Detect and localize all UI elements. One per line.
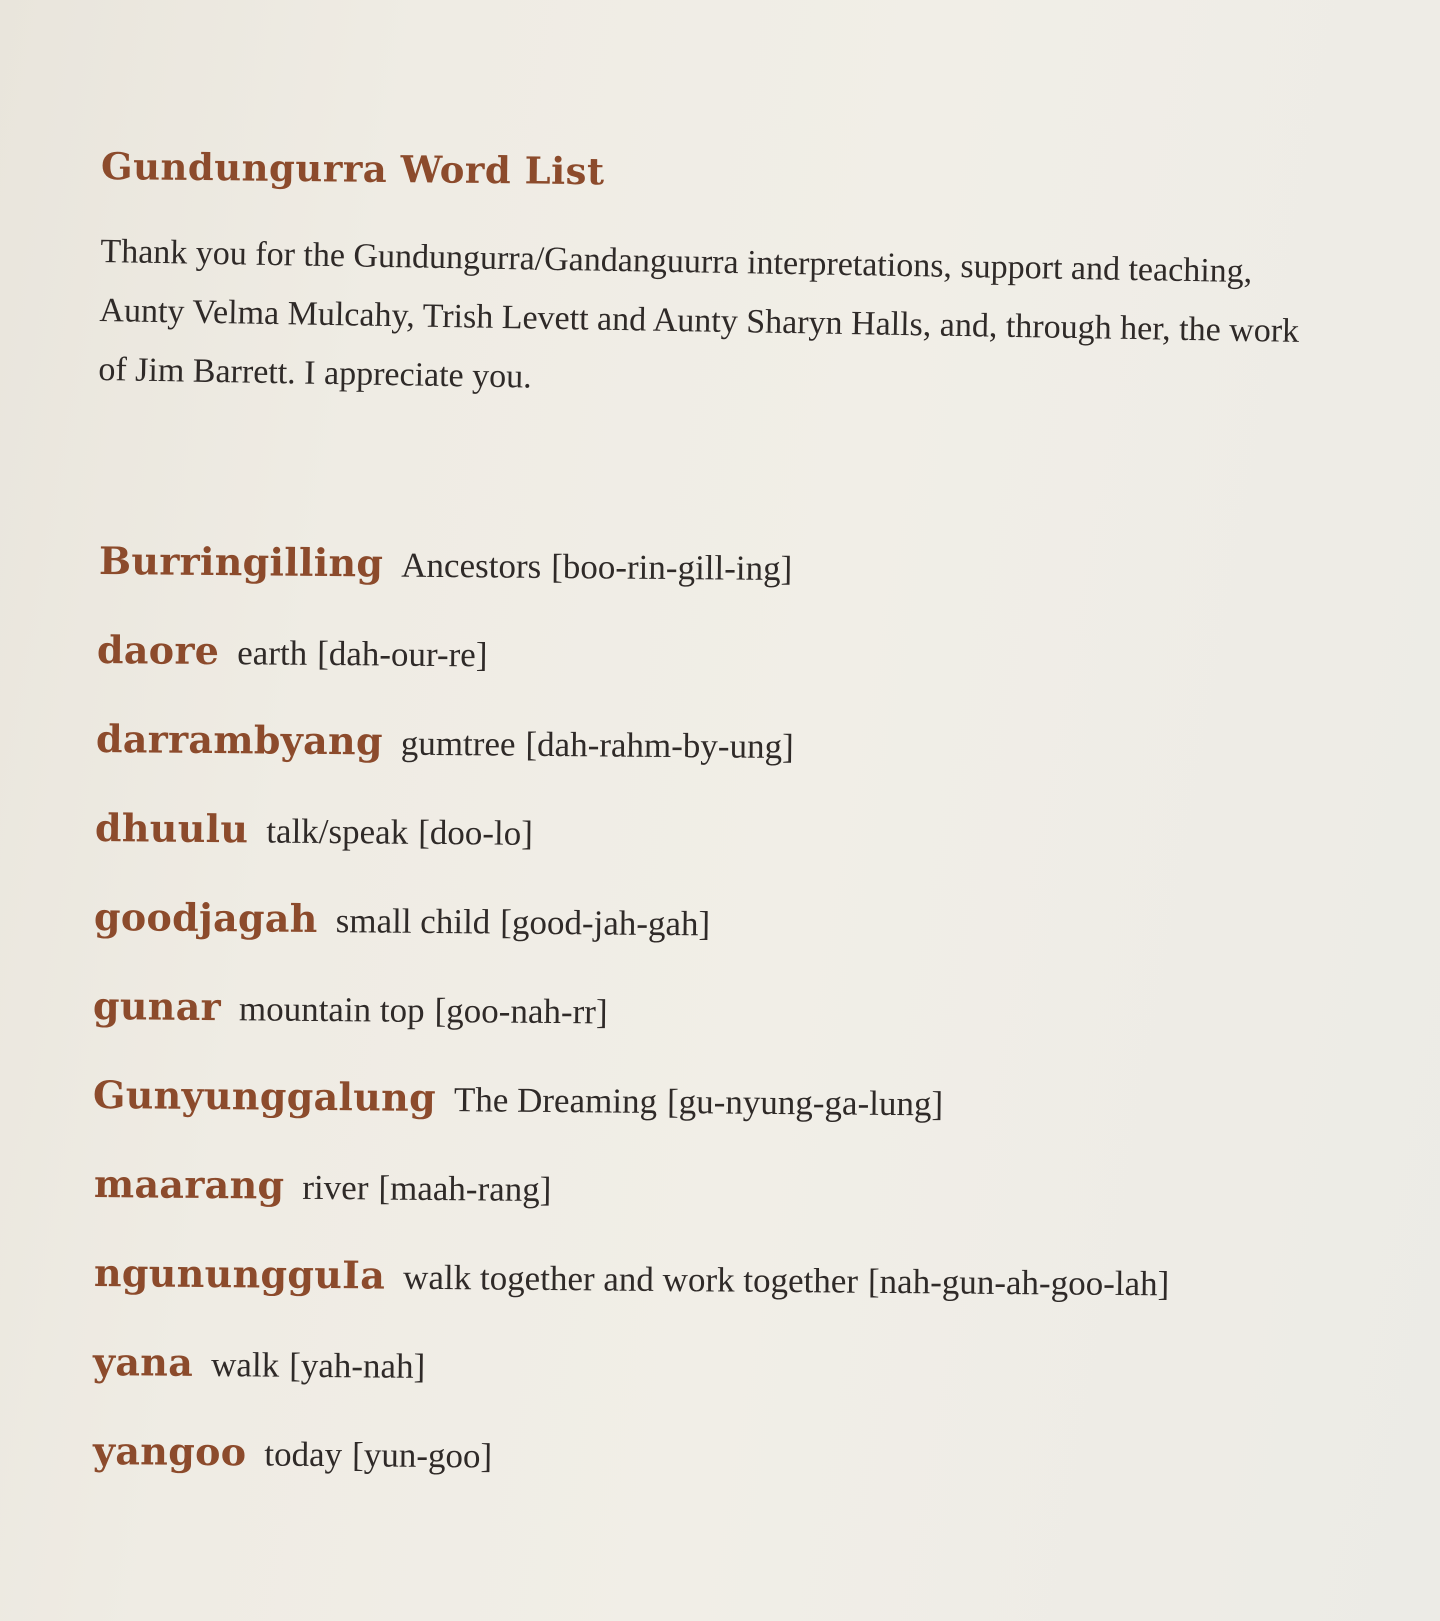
word-meaning: The Dreaming [453, 1080, 658, 1121]
word-pronunciation: [good-jah-gah] [500, 902, 711, 944]
word-pronunciation: [boo-rin-gill-ing] [551, 546, 793, 589]
word-term: Gunyunggalung [92, 1072, 437, 1120]
word-entry [94, 1250, 1170, 1304]
word-term: Burringilling [98, 538, 384, 586]
word-meaning: today [264, 1434, 343, 1475]
word-meaning: talk/speak [266, 811, 409, 852]
word-meaning: gumtree [400, 723, 516, 764]
word-entry [94, 1161, 552, 1210]
word-term: yangoo [92, 1428, 247, 1475]
word-entry [99, 538, 793, 589]
word-pronunciation: [yah-nah] [289, 1345, 426, 1386]
word-pronunciation: [maah-rang] [378, 1168, 552, 1209]
word-entry [93, 983, 608, 1032]
word-meaning: Ancestors [401, 545, 542, 586]
word-term: darrambyang [95, 716, 384, 764]
page-title: Gundungurra Word List [100, 144, 605, 194]
word-term: dhuulu [94, 805, 249, 852]
word-pronunciation: [yun-goo] [351, 1435, 493, 1476]
word-meaning: earth [237, 633, 308, 673]
word-pronunciation: [dah-our-re] [317, 633, 488, 675]
word-pronunciation: [gu-nyung-ga-lung] [666, 1082, 944, 1124]
word-meaning: river [302, 1167, 369, 1208]
word-entry [97, 627, 488, 675]
word-term: daore [96, 627, 220, 674]
word-entry [94, 894, 711, 944]
word-term: yana [92, 1339, 194, 1385]
word-pronunciation: [goo-nah-rr] [434, 990, 608, 1032]
word-entry [93, 1072, 944, 1124]
word-term: goodjagah [93, 894, 318, 941]
word-meaning: mountain top [238, 989, 425, 1030]
word-term: maarang [93, 1161, 285, 1208]
word-meaning: walk [210, 1345, 280, 1385]
word-pronunciation: [nah-gun-ah-goo-lah] [867, 1261, 1170, 1304]
word-pronunciation: [doo-lo] [418, 812, 534, 853]
word-meaning: small child [335, 901, 491, 942]
word-term: gunar [92, 983, 222, 1030]
word-pronunciation: [dah-rahm-by-ung] [525, 724, 794, 767]
acknowledgement-paragraph: Thank you for the Gundungurra/Gandanguurra interpretations, support and teaching, Aunty Velma Mulcahy, Trish Levett and Aunty Sharyn Halls, and, through her, the work of Jim Barrett. I appreciate you. [98, 232, 1300, 396]
word-entry [96, 716, 794, 767]
word-entry [93, 1428, 493, 1476]
word-entry [93, 1339, 426, 1387]
word-meaning: walk together and work together [402, 1257, 859, 1301]
word-entry [95, 805, 533, 854]
word-term: ngunungguIa [93, 1250, 386, 1298]
